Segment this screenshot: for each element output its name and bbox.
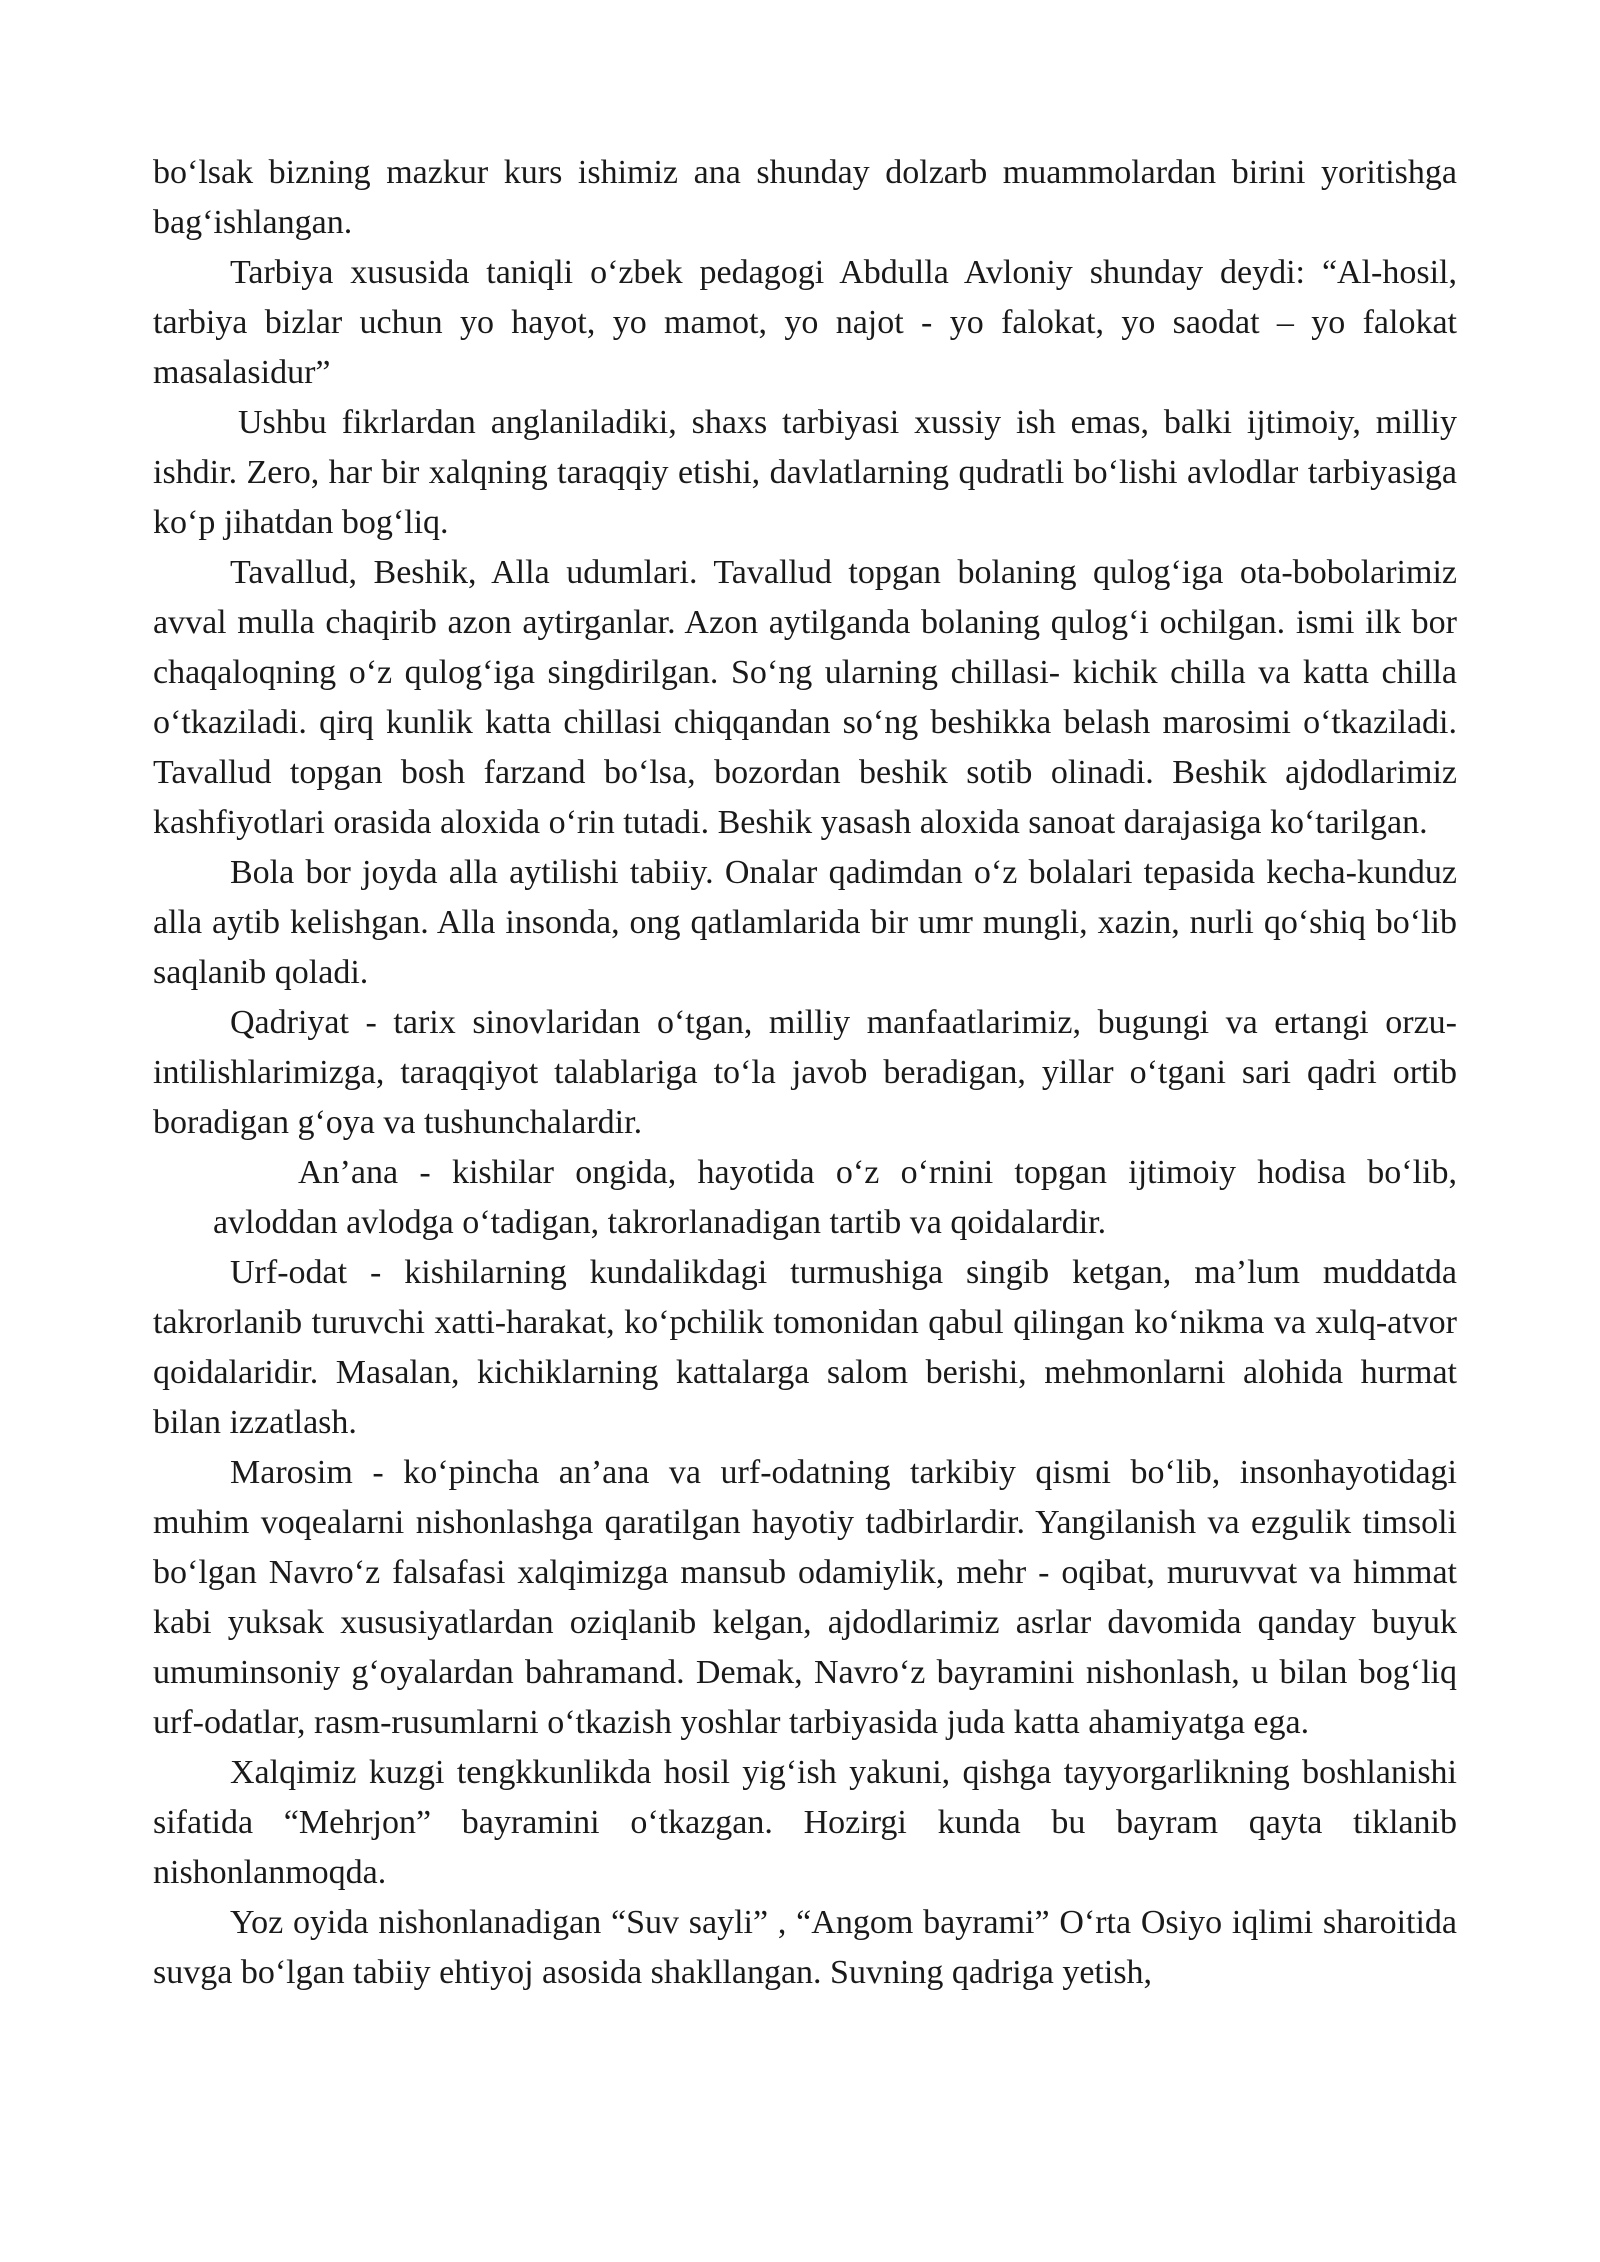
paragraph-2: Tarbiya xususida taniqli o‘zbek pedagogi Abdulla Avloniy shunday deydi: “Al-hosil, tarbiya bizlar uchun yo hayot, yo mamot, yo najot - yo falokat, yo saodat – yo falokat masalasidur” — [153, 254, 1457, 391]
paragraph-5: Bola bor joyda alla aytilishi tabiiy. Onalar qadimdan o‘z bolalari tepasida kecha-kunduz alla aytib kelishgan. Alla insonda, ong qatlamlarida bir umr mungli, xazin, nurli qo‘shiq bo‘lib saqlanib qoladi. — [153, 854, 1457, 991]
paragraph-6: Qadriyat - tarix sinovlaridan o‘tgan, milliy manfaatlarimiz, bugungi va ertangi orzu-intilishlarimizga, taraqqiyot talablariga to‘la javob beradigan, yillar o‘tgani sari qadri ortib boradigan g‘oya va tushunchalardir. — [153, 1004, 1457, 1141]
paragraph-1: bo‘lsak bizning mazkur kurs ishimiz ana shunday dolzarb muammolardan birini yoritishga bag‘ishlangan. — [153, 154, 1457, 241]
paragraph-11: Yoz oyida nishonlanadigan “Suv sayli” , “Angom bayrami” O‘rta Osiyo iqlimi sharoitida suvga bo‘lgan tabiiy ehtiyoj asosida shakllangan. Suvning qadriga yetish, — [153, 1904, 1457, 1991]
document-page — [153, 148, 1457, 1998]
paragraph-4: Tavallud, Beshik, Alla udumlari. Tavallud topgan bolaning qulog‘iga ota-bobolarimiz avval mulla chaqirib azon aytirganlar. Azon aytilganda bolaning qulog‘i ochilgan. ismi ilk bor chaqaloqning o‘z qulog‘iga singdirilgan. So‘ng ularning chillasi- kichik chilla va katta chilla o‘tkaziladi. qirq kunlik katta chillasi chiqqandan so‘ng beshikka belash marosimi o‘tkaziladi. Tavallud topgan bosh farzand bo‘lsa, bozordan beshik sotib olinadi. Beshik ajdodlarimiz kashfiyotlari orasida aloxida o‘rin tutadi. Beshik yasash aloxida sanoat darajasiga ko‘tarilgan. — [153, 554, 1457, 841]
paragraph-10: Xalqimiz kuzgi tengkkunlikda hosil yig‘ish yakuni, qishga tayyorgarlikning boshlanishi sifatida “Mehrjon” bayramini o‘tkazgan. Hozirgi kunda bu bayram qayta tiklanib nishonlanmoqda. — [153, 1754, 1457, 1891]
paragraph-9: Marosim - ko‘pincha an’ana va urf-odatning tarkibiy qismi bo‘lib, insonhayotidagi muhim voqealarni nishonlashga qaratilgan hayotiy tadbirlardir. Yangilanish va ezgulik timsoli bo‘lgan Navro‘z falsafasi xalqimizga mansub odamiylik, mehr - oqibat, muruvvat va himmat kabi yuksak xususiyatlardan oziqlanib kelgan, ajdodlarimiz asrlar davomida qanday buyuk umuminsoniy g‘oyalardan bahramand. Demak, Navro‘z bayramini nishonlash, u bilan bog‘liq urf-odatlar, rasm-rusumlarni o‘tkazish yoshlar tarbiyasida juda katta ahamiyatga ega. — [153, 1454, 1457, 1741]
paragraph-8: Urf-odat - kishilarning kundalikdagi turmushiga singib ketgan, ma’lum muddatda takrorlanib turuvchi xatti-harakat, ko‘pchilik tomonidan qabul qilingan ko‘nikma va xulq-atvor qoidalaridir. Masalan, kichiklarning kattalarga salom berishi, mehmonlarni alohida hurmat bilan izzatlash. — [153, 1254, 1457, 1441]
paragraph-3: Ushbu fikrlardan anglaniladiki, shaxs tarbiyasi xussiy ish emas, balki ijtimoiy, milliy ishdir. Zero, har bir xalqning taraqqiy etishi, davlatlarning qudratli bo‘lishi avlodlar tarbiyasiga ko‘p jihatdan bog‘liq. — [153, 404, 1457, 541]
paragraph-7: An’ana - kishilar ongida, hayotida o‘z o‘rnini topgan ijtimoiy hodisa bo‘lib, avloddan avlodga o‘tadigan, takrorlanadigan tartib va qoidalardir. — [213, 1154, 1457, 1241]
